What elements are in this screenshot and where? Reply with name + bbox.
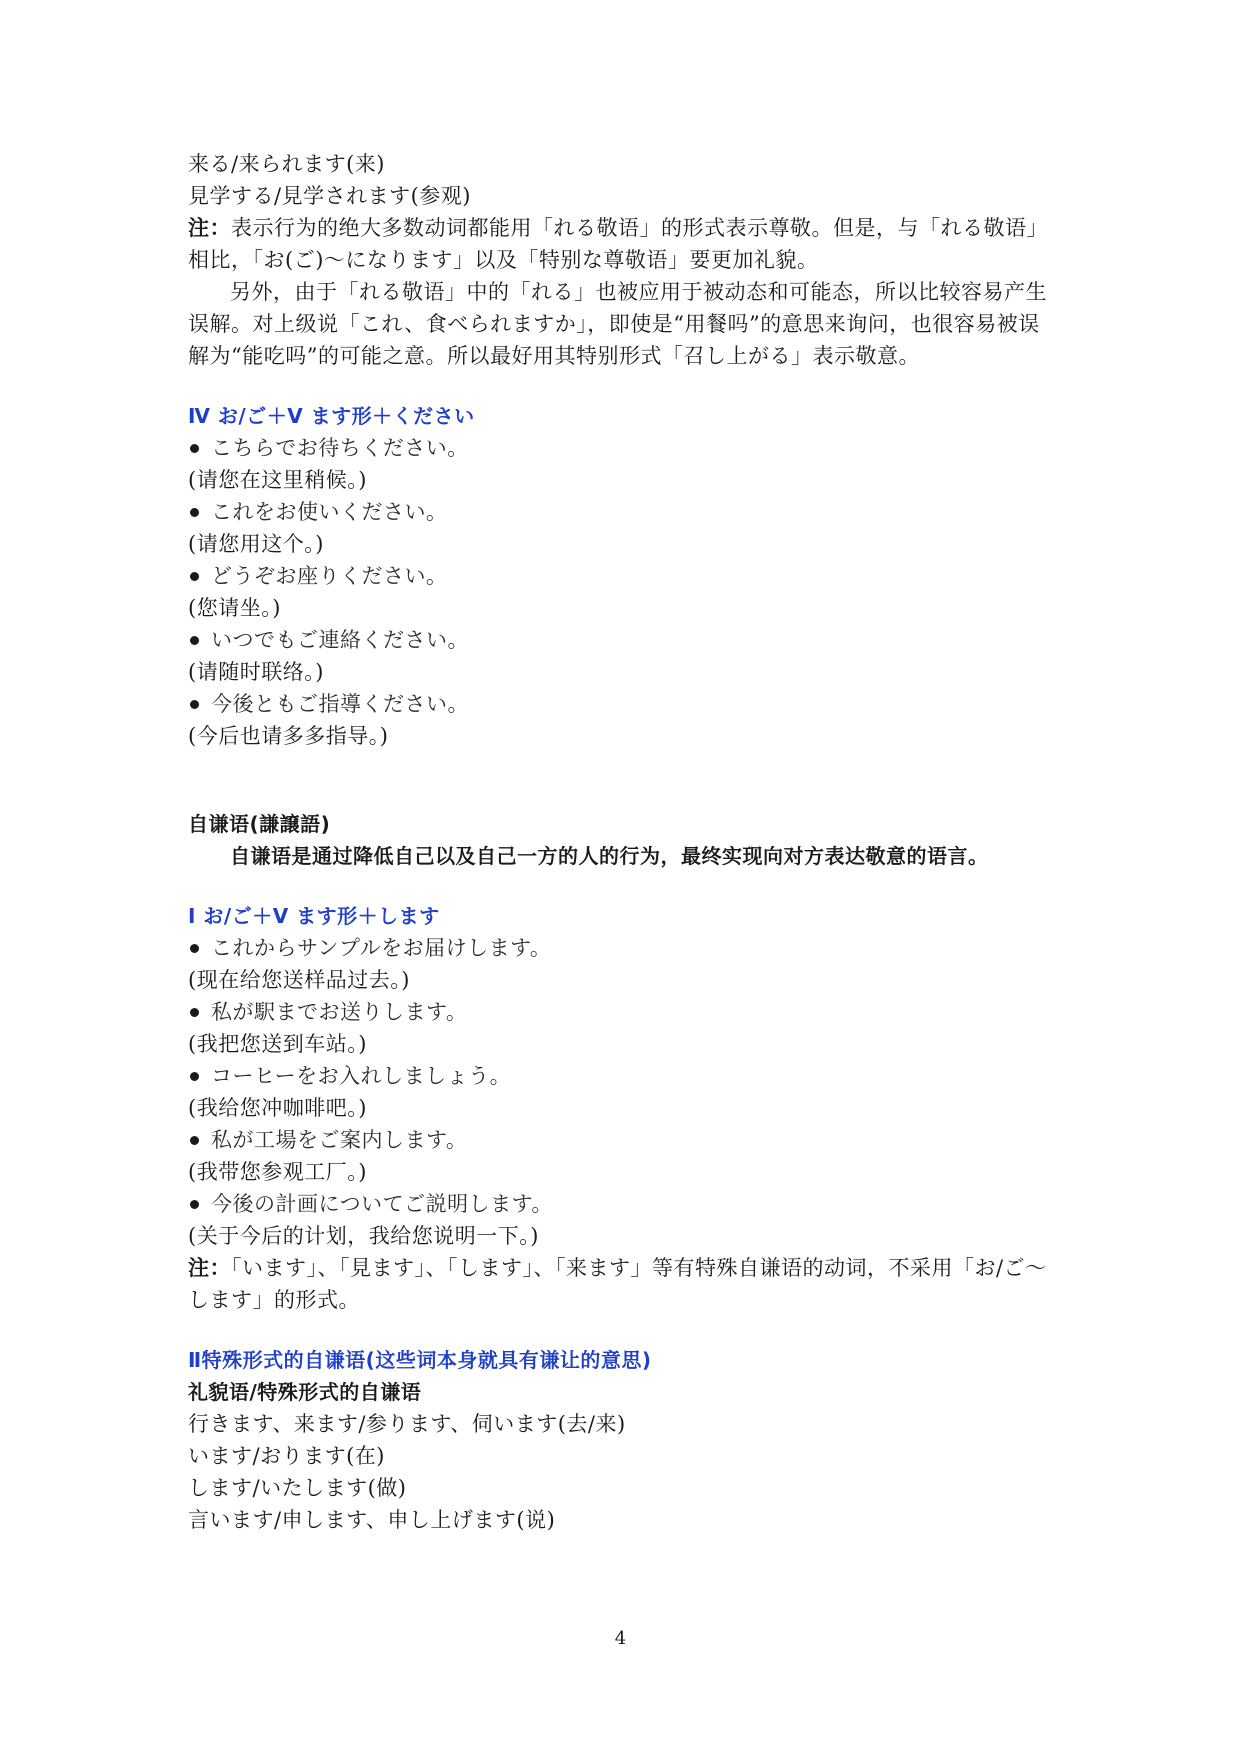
bullet-icon <box>190 636 199 645</box>
example-cn: (关于今后的计划，我给您说明一下。) <box>188 1224 539 1248</box>
example-cn: (请随时联络。) <box>188 660 324 684</box>
example-jp <box>188 688 1058 720</box>
spacer <box>188 372 1058 400</box>
section-heading: Ⅰ お/ご＋V ます形＋します <box>188 904 440 928</box>
bullet-icon <box>190 700 199 709</box>
example-cn: (我带您参观工厂。) <box>188 1160 367 1184</box>
example-jp <box>188 996 1058 1028</box>
example-cn: (您请坐。) <box>188 596 281 620</box>
sub-heading: 礼貌语/特殊形式的自谦语 <box>188 1380 422 1404</box>
example-cn: (现在给您送样品过去。) <box>188 968 410 992</box>
example-jp-text: これからサンプルをお届けします。 <box>211 936 552 960</box>
note-paragraph <box>188 212 1058 276</box>
example-jp <box>188 496 1058 528</box>
note-text: 表示行为的绝大多数动词都能用「れる敬语」的形式表示尊敬。但是，与「れる敬语」相比，「お(ご)～になります」以及「特别な尊敬语」要更加礼貌。 <box>188 216 1048 272</box>
section-heading: Ⅳ お/ご＋V ます形＋ください <box>188 404 475 428</box>
example-jp-text: どうぞお座りください。 <box>211 564 448 588</box>
example-jp-text: 今後の計画についてご説明します。 <box>211 1192 553 1216</box>
document-page <box>188 148 1058 1536</box>
note-paragraph <box>188 1252 1058 1316</box>
example-cn: (请您在这里稍候。) <box>188 468 367 492</box>
text-line: 行きます、来ます/参ります、伺います(去/来) <box>188 1412 626 1436</box>
spacer <box>188 872 1058 900</box>
note-label: 注： <box>188 1255 231 1280</box>
bullet-icon <box>190 1072 199 1081</box>
example-jp-text: こちらでお待ちください。 <box>211 436 469 460</box>
paragraph: 另外，由于「れる敬语」中的「れる」也被应用于被动态和可能态，所以比较容易产生误解。对上级说「これ、食べられますか」，即使是“用餐吗”的意思来询问，也很容易被误解为“能吃吗”的可能之意。所以最好用其特别形式「召し上がる」表示敬意。 <box>188 280 1047 368</box>
section-heading: Ⅱ特殊形式的自谦语(这些词本身就具有谦让的意思) <box>188 1348 652 1372</box>
example-jp-text: コーヒーをお入れしましょう。 <box>211 1064 512 1088</box>
humble-definition: 自谦语是通过降低自己以及自己一方的人的行为，最终实现向对方表达敬意的语言。 <box>230 844 989 868</box>
note-text: 「います」、「見ます」、「します」、「来ます」等有特殊自谦语的动词，不采用「お/ご～します」的形式。 <box>188 1256 1047 1312</box>
example-jp <box>188 1188 1058 1220</box>
bullet-icon <box>190 572 199 581</box>
humble-title: 自谦语(謙譲語) <box>188 812 331 836</box>
spacer <box>188 752 1058 808</box>
text-line: います/おります(在) <box>188 1444 385 1468</box>
example-jp-text: 今後ともご指導ください。 <box>211 692 469 716</box>
note-label: 注： <box>188 215 231 240</box>
example-jp <box>188 932 1058 964</box>
bullet-icon <box>190 944 199 953</box>
example-cn: (我给您冲咖啡吧。) <box>188 1096 367 1120</box>
text-line: 見学する/見学されます(参观) <box>188 184 471 208</box>
example-jp <box>188 560 1058 592</box>
spacer <box>188 1316 1058 1344</box>
example-jp-text: いつでもご連絡ください。 <box>211 628 469 652</box>
example-jp <box>188 624 1058 656</box>
example-jp-text: 私が駅までお送りします。 <box>211 1000 468 1024</box>
bullet-icon <box>190 1136 199 1145</box>
page-number: 4 <box>614 1628 627 1649</box>
example-jp <box>188 1060 1058 1092</box>
bullet-icon <box>190 1008 199 1017</box>
example-cn: (我把您送到车站。) <box>188 1032 367 1056</box>
text-line: 来る/来られます(来) <box>188 152 385 176</box>
bullet-icon <box>190 1200 199 1209</box>
bullet-icon <box>190 508 199 517</box>
example-cn: (请您用这个。) <box>188 532 324 556</box>
text-line: 言います/申します、申し上げます(说) <box>188 1508 556 1532</box>
example-jp <box>188 432 1058 464</box>
text-line: します/いたします(做) <box>188 1476 407 1500</box>
example-jp-text: 私が工場をご案内します。 <box>211 1128 468 1152</box>
example-jp-text: これをお使いください。 <box>211 500 448 524</box>
example-cn: (今后也请多多指导。) <box>188 724 389 748</box>
bullet-icon <box>190 444 199 453</box>
example-jp <box>188 1124 1058 1156</box>
